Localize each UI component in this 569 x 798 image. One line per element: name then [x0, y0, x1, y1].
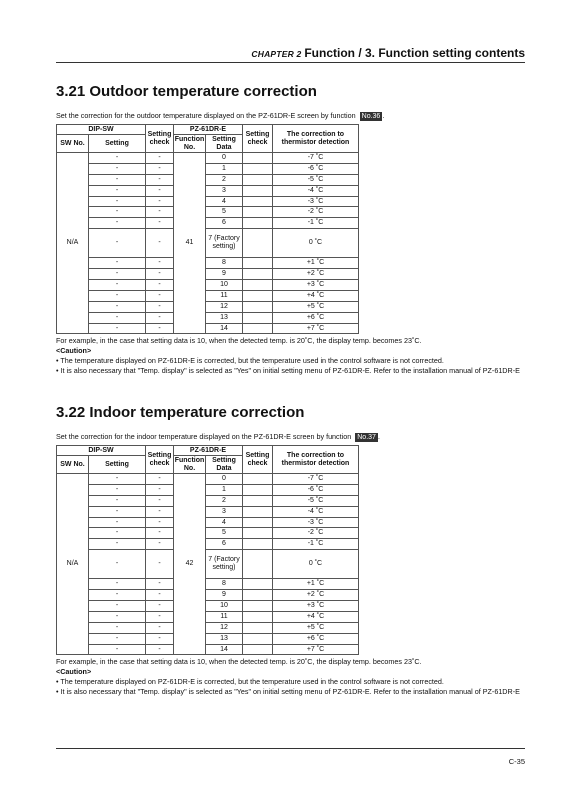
notes-block	[56, 336, 525, 375]
correction-cell: +2 ˚C	[273, 590, 359, 601]
sw-setting-cell: -	[89, 517, 146, 528]
correction-cell: -7 ˚C	[273, 474, 359, 485]
correction-header: The correction to thermistor detection	[273, 446, 359, 474]
setting-data-cell: 2	[206, 495, 243, 506]
table-row	[57, 550, 359, 579]
setting-header: Setting	[89, 456, 146, 474]
table-row	[57, 474, 359, 485]
setting-check-cell: -	[146, 495, 174, 506]
table-row	[57, 590, 359, 601]
setting-data-cell: 1	[206, 163, 243, 174]
correction-cell: -1 ˚C	[273, 218, 359, 229]
correction-cell: +4 ˚C	[273, 611, 359, 622]
pz-header: PZ-61DR-E	[174, 446, 243, 456]
setting-check-cell: -	[146, 312, 174, 323]
caution-item: • The temperature displayed on PZ-61DR-E is corrected, but the temperature used in the control software is not corrected.	[56, 356, 444, 366]
setting-check-cell-2	[243, 484, 273, 495]
table-row	[57, 644, 359, 655]
sw-setting-cell: -	[89, 258, 146, 269]
setting-data-cell: 3	[206, 506, 243, 517]
correction-cell: -2 ˚C	[273, 528, 359, 539]
setting-check-cell-2	[243, 196, 273, 207]
setting-check-cell-2	[243, 474, 273, 485]
function-number-badge: No.37	[357, 433, 376, 441]
function-number-badge: No.36	[361, 112, 381, 120]
setting-check-cell-2	[243, 323, 273, 334]
setting-check-cell-2	[243, 290, 273, 301]
setting-check-cell-2	[243, 153, 273, 164]
sw-setting-cell: -	[89, 539, 146, 550]
setting-check-cell: -	[146, 185, 174, 196]
correction-cell: +7 ˚C	[273, 644, 359, 655]
setting-check-cell: -	[146, 163, 174, 174]
function-no-cell: 41	[174, 153, 206, 334]
section-indoor-correction	[56, 404, 525, 697]
setting-check-cell-2	[243, 539, 273, 550]
setting-check-cell: -	[146, 550, 174, 579]
sw-setting-cell: -	[89, 633, 146, 644]
setting-check-cell-2	[243, 269, 273, 280]
setting-data-cell: 4	[206, 196, 243, 207]
section-title: 3.22 Indoor temperature correction	[56, 404, 305, 421]
setting-data-cell: 14	[206, 644, 243, 655]
setting-header: Setting	[89, 135, 146, 153]
table-row	[57, 207, 359, 218]
table-row	[57, 312, 359, 323]
setting-check-cell: -	[146, 218, 174, 229]
setting-data-cell: 0	[206, 474, 243, 485]
sw-setting-cell: -	[89, 290, 146, 301]
setting-check-header-2: Setting check	[243, 125, 273, 153]
intro-text: Set the correction for the outdoor temperature displayed on the PZ-61DR-E screen by function	[56, 111, 356, 120]
setting-check-cell: -	[146, 517, 174, 528]
setting-data-cell: 2	[206, 174, 243, 185]
sw-setting-cell: -	[89, 601, 146, 612]
table-row	[57, 579, 359, 590]
setting-data-cell: 13	[206, 633, 243, 644]
section-outdoor-correction	[56, 83, 525, 376]
correction-cell: -7 ˚C	[273, 153, 359, 164]
setting-check-header-2: Setting check	[243, 446, 273, 474]
setting-check-cell: -	[146, 539, 174, 550]
header-divider	[56, 62, 525, 63]
function-no-header: Function No.	[174, 456, 205, 472]
chapter-header	[251, 46, 525, 60]
correction-cell: +2 ˚C	[273, 269, 359, 280]
sw-setting-cell: -	[89, 622, 146, 633]
example-text: For example, in the case that setting data is 10, when the detected temp. is 20˚C, the display temp. becomes 23˚C.	[56, 657, 422, 667]
setting-check-cell-2	[243, 633, 273, 644]
sw-setting-cell: -	[89, 550, 146, 579]
dip-sw-header: DIP-SW	[57, 446, 146, 456]
sw-no-cell: N/A	[57, 474, 89, 655]
setting-check-cell: -	[146, 196, 174, 207]
caution-item: • It is also necessary that "Temp. display" is selected as "Yes" on initial setting menu of PZ-61DR-E. Refer to the installation manual of PZ-61DR-E	[56, 686, 520, 696]
sw-setting-cell: -	[89, 611, 146, 622]
setting-data-cell: 7 (Factory setting)	[206, 229, 243, 258]
table-row	[57, 229, 359, 258]
setting-check-cell-2	[243, 611, 273, 622]
table-row	[57, 218, 359, 229]
sw-setting-cell: -	[89, 474, 146, 485]
setting-data-cell: 11	[206, 290, 243, 301]
correction-cell: +5 ˚C	[273, 301, 359, 312]
setting-check-cell-2	[243, 528, 273, 539]
setting-check-cell-2	[243, 258, 273, 269]
setting-check-cell: -	[146, 323, 174, 334]
setting-check-cell: -	[146, 622, 174, 633]
caution-title: <Caution>	[56, 346, 92, 356]
chapter-label: CHAPTER 2	[251, 49, 302, 59]
sw-setting-cell: -	[89, 218, 146, 229]
intro-text: Set the correction for the indoor temperature displayed on the PZ-61DR-E screen by function	[56, 432, 352, 441]
sw-setting-cell: -	[89, 590, 146, 601]
setting-check-cell-2	[243, 301, 273, 312]
setting-check-cell: -	[146, 280, 174, 291]
sw-setting-cell: -	[89, 163, 146, 174]
correction-cell: +3 ˚C	[273, 601, 359, 612]
setting-check-cell: -	[146, 644, 174, 655]
setting-check-cell: -	[146, 474, 174, 485]
sw-setting-cell: -	[89, 528, 146, 539]
correction-cell: -1 ˚C	[273, 539, 359, 550]
sw-no-header: SW No.	[57, 456, 89, 474]
setting-check-cell-2	[243, 644, 273, 655]
setting-check-cell-2	[243, 495, 273, 506]
table-row	[57, 633, 359, 644]
setting-check-cell: -	[146, 290, 174, 301]
setting-table	[56, 445, 359, 655]
sw-no-cell: N/A	[57, 153, 89, 334]
footer-divider	[56, 748, 525, 749]
setting-check-cell: -	[146, 229, 174, 258]
table-row	[57, 517, 359, 528]
setting-data-cell: 9	[206, 269, 243, 280]
table-row	[57, 153, 359, 164]
setting-data-header: Setting Data	[206, 456, 243, 474]
setting-check-cell-2	[243, 280, 273, 291]
setting-data-cell: 5	[206, 207, 243, 218]
setting-data-cell: 0	[206, 153, 243, 164]
table-row	[57, 323, 359, 334]
setting-data-cell: 12	[206, 622, 243, 633]
setting-check-cell: -	[146, 590, 174, 601]
sw-setting-cell: -	[89, 196, 146, 207]
correction-cell: +1 ˚C	[273, 258, 359, 269]
section-title: 3.21 Outdoor temperature correction	[56, 83, 317, 100]
function-no-cell: 42	[174, 474, 206, 655]
correction-cell: +7 ˚C	[273, 323, 359, 334]
correction-cell: 0 ˚C	[273, 550, 359, 579]
setting-check-cell-2	[243, 550, 273, 579]
table-row	[57, 528, 359, 539]
correction-cell: -2 ˚C	[273, 207, 359, 218]
setting-check-cell-2	[243, 207, 273, 218]
sw-setting-cell: -	[89, 323, 146, 334]
setting-data-cell: 8	[206, 258, 243, 269]
sw-setting-cell: -	[89, 312, 146, 323]
setting-data-cell: 10	[206, 601, 243, 612]
table-row	[57, 185, 359, 196]
setting-check-cell: -	[146, 611, 174, 622]
correction-cell: +1 ˚C	[273, 579, 359, 590]
example-text: For example, in the case that setting data is 10, when the detected temp. is 20˚C, the display temp. becomes 23˚C.	[56, 336, 422, 346]
setting-data-cell: 14	[206, 323, 243, 334]
sw-setting-cell: -	[89, 506, 146, 517]
setting-data-cell: 13	[206, 312, 243, 323]
sw-setting-cell: -	[89, 269, 146, 280]
correction-cell: -6 ˚C	[273, 484, 359, 495]
setting-data-cell: 8	[206, 579, 243, 590]
setting-check-cell-2	[243, 312, 273, 323]
setting-check-cell: -	[146, 528, 174, 539]
sw-setting-cell: -	[89, 153, 146, 164]
sw-setting-cell: -	[89, 207, 146, 218]
setting-check-cell-2	[243, 218, 273, 229]
table-row	[57, 484, 359, 495]
sw-no-header: SW No.	[57, 135, 89, 153]
table-row	[57, 163, 359, 174]
caution-title: <Caution>	[56, 667, 92, 677]
setting-data-cell: 7 (Factory setting)	[206, 550, 243, 579]
sw-setting-cell: -	[89, 484, 146, 495]
correction-cell: -6 ˚C	[273, 163, 359, 174]
setting-check-header: Setting check	[146, 125, 174, 153]
section-breadcrumb: / 3. Function setting contents	[354, 46, 525, 60]
section-intro: Set the correction for the outdoor temperature displayed on the PZ-61DR-E screen by function No.36 .	[56, 111, 385, 120]
setting-check-cell-2	[243, 601, 273, 612]
setting-data-cell: 5	[206, 528, 243, 539]
table-row	[57, 539, 359, 550]
caution-item: • The temperature displayed on PZ-61DR-E is corrected, but the temperature used in the control software is not corrected.	[56, 677, 444, 687]
correction-header: The correction to thermistor detection	[273, 125, 359, 153]
table-row	[57, 258, 359, 269]
setting-check-cell-2	[243, 163, 273, 174]
setting-data-header: Setting Data	[206, 135, 243, 153]
table-row	[57, 196, 359, 207]
correction-cell: -4 ˚C	[273, 185, 359, 196]
table-row	[57, 290, 359, 301]
setting-check-cell-2	[243, 579, 273, 590]
setting-check-cell-2	[243, 506, 273, 517]
correction-cell: +6 ˚C	[273, 633, 359, 644]
correction-cell: 0 ˚C	[273, 229, 359, 258]
correction-cell: -5 ˚C	[273, 174, 359, 185]
correction-cell: -3 ˚C	[273, 517, 359, 528]
table-row	[57, 506, 359, 517]
table-row	[57, 601, 359, 612]
setting-data-cell: 12	[206, 301, 243, 312]
setting-data-cell: 6	[206, 218, 243, 229]
setting-check-cell-2	[243, 517, 273, 528]
section-intro: Set the correction for the indoor temperature displayed on the PZ-61DR-E screen by function No.37 .	[56, 432, 380, 441]
setting-check-cell-2	[243, 622, 273, 633]
setting-check-cell: -	[146, 484, 174, 495]
dip-sw-header: DIP-SW	[57, 125, 146, 135]
table-row	[57, 280, 359, 291]
correction-cell: +5 ˚C	[273, 622, 359, 633]
setting-check-cell-2	[243, 590, 273, 601]
sw-setting-cell: -	[89, 174, 146, 185]
function-label: Function	[304, 46, 355, 60]
correction-cell: +3 ˚C	[273, 280, 359, 291]
correction-cell: +6 ˚C	[273, 312, 359, 323]
setting-check-cell: -	[146, 207, 174, 218]
correction-cell: -3 ˚C	[273, 196, 359, 207]
sw-setting-cell: -	[89, 579, 146, 590]
correction-cell: -4 ˚C	[273, 506, 359, 517]
correction-cell: -5 ˚C	[273, 495, 359, 506]
setting-table	[56, 124, 359, 334]
setting-data-cell: 1	[206, 484, 243, 495]
setting-data-cell: 10	[206, 280, 243, 291]
pz-header: PZ-61DR-E	[174, 125, 243, 135]
sw-setting-cell: -	[89, 495, 146, 506]
correction-cell: +4 ˚C	[273, 290, 359, 301]
setting-data-cell: 9	[206, 590, 243, 601]
page-number: C-35	[508, 757, 525, 766]
setting-check-cell: -	[146, 601, 174, 612]
setting-check-cell-2	[243, 185, 273, 196]
setting-check-header: Setting check	[146, 446, 174, 474]
sw-setting-cell: -	[89, 185, 146, 196]
setting-data-cell: 4	[206, 517, 243, 528]
setting-check-cell: -	[146, 269, 174, 280]
function-no-header: Function No.	[174, 135, 205, 151]
caution-item: • It is also necessary that "Temp. display" is selected as "Yes" on initial setting menu of PZ-61DR-E. Refer to the installation manual of PZ-61DR-E	[56, 365, 520, 375]
setting-check-cell: -	[146, 258, 174, 269]
table-row	[57, 495, 359, 506]
notes-block	[56, 657, 525, 696]
setting-data-cell: 6	[206, 539, 243, 550]
table-row	[57, 622, 359, 633]
sw-setting-cell: -	[89, 644, 146, 655]
setting-check-cell-2	[243, 174, 273, 185]
setting-check-cell-2	[243, 229, 273, 258]
setting-data-cell: 3	[206, 185, 243, 196]
setting-check-cell: -	[146, 153, 174, 164]
setting-check-cell: -	[146, 506, 174, 517]
setting-check-cell: -	[146, 301, 174, 312]
setting-check-cell: -	[146, 633, 174, 644]
setting-check-cell: -	[146, 174, 174, 185]
setting-data-cell: 11	[206, 611, 243, 622]
table-row	[57, 269, 359, 280]
table-row	[57, 611, 359, 622]
sw-setting-cell: -	[89, 301, 146, 312]
table-row	[57, 174, 359, 185]
setting-check-cell: -	[146, 579, 174, 590]
table-row	[57, 301, 359, 312]
sw-setting-cell: -	[89, 229, 146, 258]
sw-setting-cell: -	[89, 280, 146, 291]
